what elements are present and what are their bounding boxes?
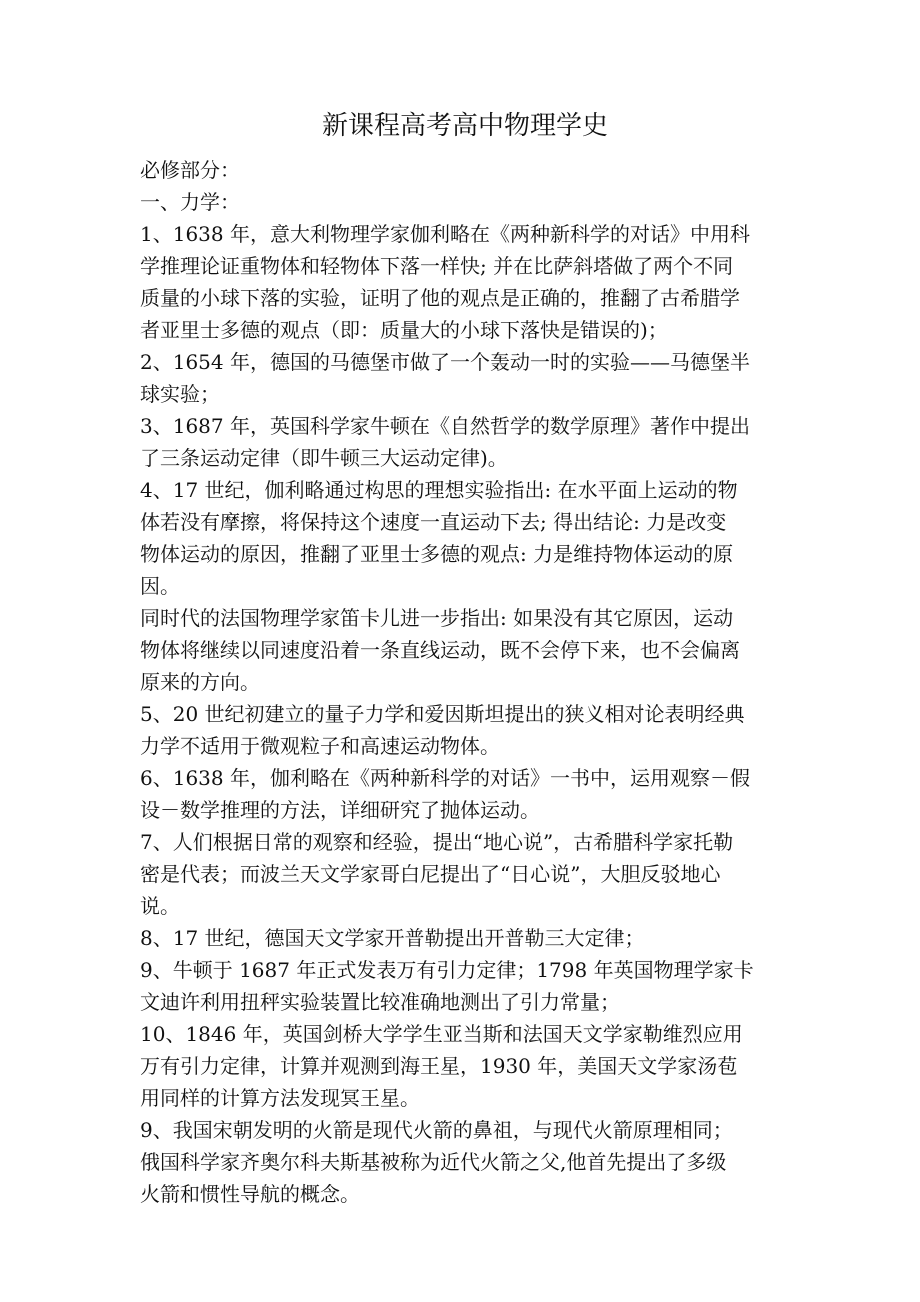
text-line: 9、牛顿于 1687 年正式发表万有引力定律；1798 年英国物理学家卡 — [140, 958, 754, 982]
text-line: 设－数学推理的方法，详细研究了抛体运动。 — [140, 798, 540, 822]
subsection-heading: 一、力学： — [140, 190, 240, 214]
text-line: 密是代表；而波兰天文学家哥白尼提出了“日心说”，大胆反驳地心 — [140, 862, 721, 886]
text-line: 6、1638 年，伽利略在《两种新科学的对话》一书中，运用观察－假 — [140, 766, 750, 790]
text-line: 说。 — [140, 894, 180, 918]
text-line: 2、1654 年，德国的马德堡市做了一个轰动一时的实验——马德堡半 — [140, 350, 750, 374]
text-line: 7、人们根据日常的观察和经验，提出“地心说”，古希腊科学家托勒 — [140, 830, 734, 854]
text-line: 因。 — [140, 574, 180, 598]
section-heading: 必修部分： — [140, 158, 240, 182]
text-line: 万有引力定律，计算并观测到海王星，1930 年，美国天文学家汤苞 — [140, 1054, 738, 1078]
text-line: 3、1687 年，英国科学家牛顿在《自然哲学的数学原理》著作中提出 — [140, 414, 750, 438]
text-line: 火箭和惯性导航的概念。 — [140, 1182, 360, 1206]
text-line: 文迪许利用扭秤实验装置比较准确地测出了引力常量； — [140, 990, 620, 1014]
body-text — [140, 218, 790, 1210]
text-line: 俄国科学家齐奥尔科夫斯基被称为近代火箭之父,他首先提出了多级 — [140, 1150, 727, 1174]
text-line: 用同样的计算方法发现冥王星。 — [140, 1086, 420, 1110]
text-line: 1、1638 年，意大利物理学家伽利略在《两种新科学的对话》中用科 — [140, 222, 750, 246]
text-line: 者亚里士多德的观点（即：质量大的小球下落快是错误的)； — [140, 318, 668, 342]
text-line: 同时代的法国物理学家笛卡儿进一步指出: 如果没有其它原因，运动 — [140, 606, 734, 630]
text-line: 体若没有摩擦，将保持这个速度一直运动下去; 得出结论: 力是改变 — [140, 510, 727, 534]
text-line: 9、我国宋朝发明的火箭是现代火箭的鼻祖，与现代火箭原理相同； — [140, 1118, 733, 1142]
text-line: 质量的小球下落的实验，证明了他的观点是正确的，推翻了古希腊学 — [140, 286, 740, 310]
page-title: 新课程高考高中物理学史 — [321, 111, 608, 141]
text-line: 了三条运动定律（即牛顿三大运动定律)。 — [140, 446, 508, 470]
text-line: 物体运动的原因，推翻了亚里士多德的观点: 力是维持物体运动的原 — [140, 542, 734, 566]
text-line: 5、20 世纪初建立的量子力学和爱因斯坦提出的狭义相对论表明经典 — [140, 702, 745, 726]
text-line: 10、1846 年，英国剑桥大学学生亚当斯和法国天文学家勒维烈应用 — [140, 1022, 743, 1046]
text-line: 4、17 世纪，伽利略通过构思的理想实验指出: 在水平面上运动的物 — [140, 478, 738, 502]
text-line: 学推理论证重物体和轻物体下落一样快; 并在比萨斜塔做了两个不同 — [140, 254, 734, 278]
text-line: 原来的方向。 — [140, 670, 260, 694]
text-line: 8、17 世纪，德国天文学家开普勒提出开普勒三大定律； — [140, 926, 645, 950]
text-line: 力学不适用于微观粒子和高速运动物体。 — [140, 734, 500, 758]
text-line: 球实验； — [140, 382, 220, 406]
text-line: 物体将继续以同速度沿着一条直线运动，既不会停下来，也不会偏离 — [140, 638, 740, 662]
